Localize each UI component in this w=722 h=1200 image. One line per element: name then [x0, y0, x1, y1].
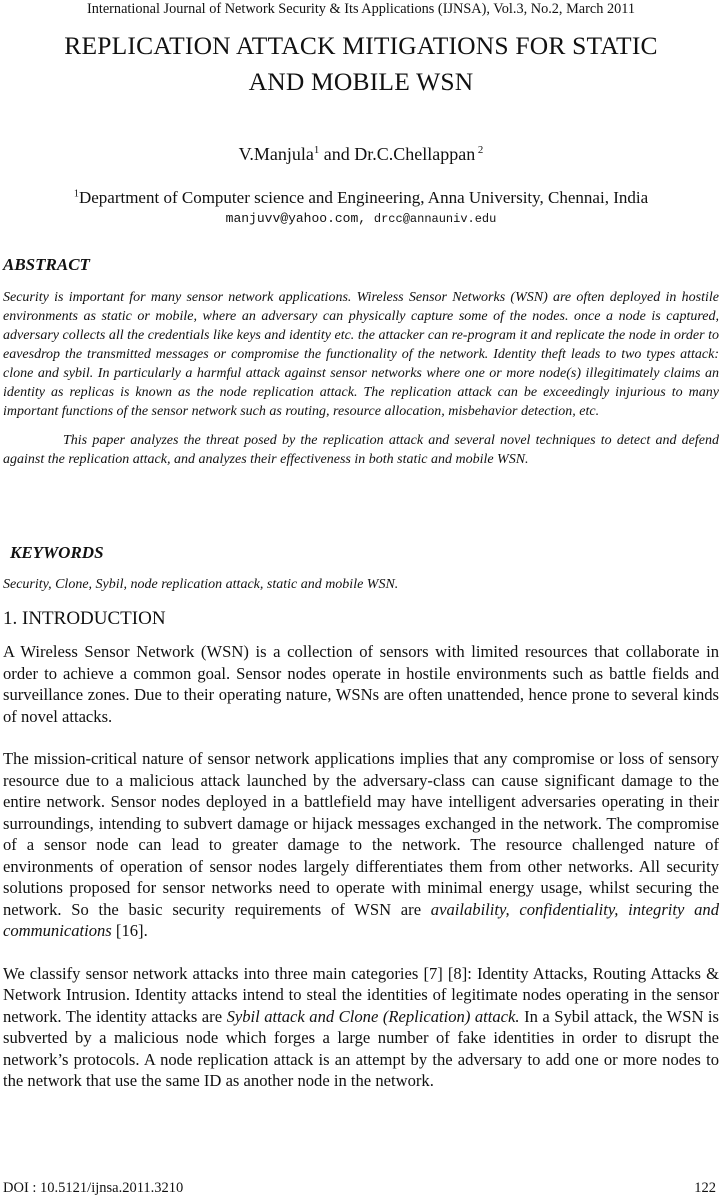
abstract-body: [3, 288, 719, 469]
intro-paragraph-2-italic: availability, confidentiality, integrity and communications: [3, 899, 719, 940]
author-list: [0, 142, 722, 166]
intro-paragraph-1: A Wireless Sensor Network (WSN) is a collection of sensors with limited resources that collaborate in order to achieve a common goal. Sensor nodes operate in hostile environments such as battle fields and surveillance zones. Due to their operating nature, WSNs are often unattended, hence prone to several kinds of novel attacks.: [3, 642, 719, 726]
running-head: International Journal of Network Security & Its Applications (IJNSA), Vol.3, No.2, March 2011: [86, 1, 636, 17]
author-connector: and: [319, 144, 355, 164]
affiliation: [0, 187, 722, 209]
email-line: [0, 210, 722, 228]
email-1: manjuvv@yahoo.com,: [225, 211, 367, 226]
author-1-affil-mark: 1: [313, 144, 320, 156]
abstract-paragraph-2: This paper analyzes the threat posed by the replication attack and several novel techniques to detect and defend against the replication attack, and analyzes their effectiveness in both static and mobile WSN.: [3, 433, 719, 467]
affiliation-mark: 1: [73, 188, 79, 200]
author-1: V.Manjula: [238, 144, 314, 164]
intro-paragraph-2-text: The mission-critical nature of sensor network applications implies that any compromise or loss of sensory resource due to a malicious attack launched by the adversary-class can cause significant damage to the entire network. Sensor nodes deployed in a battlefield may have intelligent adversaries operating in their surroundings, intending to subvert damage or hijack messages exchanged in the network. The compromise of a sensor node can lead to greater damage to the network. The resource challenged nature of environments of operation of sensor nodes largely differentiates them from other networks. All security solutions proposed for sensor networks need to operate with minimal energy usage, whilst securing the network. So the basic security requirements of WSN are: [3, 749, 719, 919]
intro-paragraph-3-italic: Sybil attack and Clone (Replication) attack.: [226, 1006, 520, 1026]
keywords-text: Security, Clone, Sybil, node replication attack, static and mobile WSN.: [3, 577, 399, 592]
affiliation-text: Department of Computer science and Engineering, Anna University, Chennai, India: [78, 188, 649, 207]
title-line-2: AND MOBILE WSN: [248, 67, 474, 96]
intro-paragraph-3-text-b: In a Sybil attack, the WSN is subverted by a malicious node which forges a large number of fake identities in order to disrupt the network’s protocols. A node replication attack is an attempt by the adversary to add one or more nodes to the network that use the same ID as another node in the network.: [3, 1006, 720, 1090]
footer-doi: DOI : 10.5121/ijnsa.2011.3210: [3, 1180, 184, 1196]
introduction-heading: 1. INTRODUCTION: [3, 608, 166, 629]
intro-paragraph-3-text-a: We classify sensor network attacks into three main categories [7] [8]: Identity Attacks, Routing Attacks & Network Intrusion. Identity attacks intend to steal the identities of legitimate nodes operating in the sensor network. The identity attacks are: [3, 963, 719, 1026]
author-2-affil-mark: 2: [475, 144, 484, 156]
abstract-paragraph-1: Security is important for many sensor network applications. Wireless Sensor Networks (WSN) are often deployed in hostile environments as static or mobile, where an adversary can physically capture some of the nodes. once a node is captured, adversary collects all the credentials like keys and identity etc. the attacker can re-program it and replicate the node in order to eavesdrop the transmitted messages or compromise the functionality of the network. Identity theft leads to two types attack: clone and sybil. In particularly a harmful attack against sensor networks where one or more node(s) illegitimately claims an identity as replicas is known as the node replication attack. The replication attack can be exceedingly injurious to many important functions of the sensor network such as routing, resource allocation, misbehavior detection, etc.: [3, 290, 719, 419]
abstract-heading: ABSTRACT: [3, 255, 90, 274]
keywords-heading: KEYWORDS: [10, 543, 104, 562]
footer-page-number: 122: [694, 1180, 716, 1196]
email-2: drcc@annauniv.edu: [373, 212, 497, 226]
keywords-body: [3, 575, 719, 594]
author-2: Dr.C.Chellappan: [354, 144, 476, 164]
introduction-body: [3, 641, 719, 1092]
intro-paragraph-3: [3, 963, 719, 1092]
title-line-1: REPLICATION ATTACK MITIGATIONS FOR STATIC: [64, 31, 658, 60]
paper-title: [0, 28, 722, 100]
intro-paragraph-2-citation: [16].: [111, 921, 148, 940]
intro-paragraph-2: [3, 748, 719, 942]
